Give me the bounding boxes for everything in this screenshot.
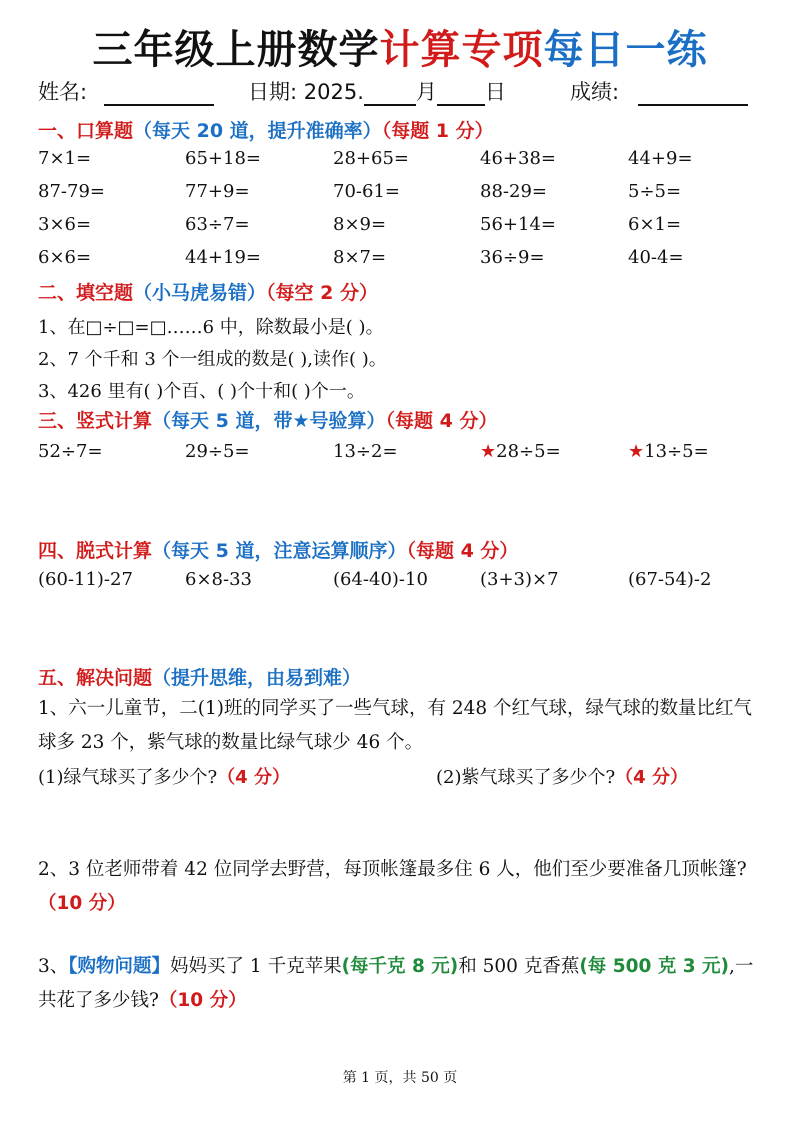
score-label: 成绩:	[570, 80, 620, 104]
problem: 77+9=	[185, 181, 250, 202]
section-4-heading	[38, 536, 518, 563]
section-3-title: 三、竖式计算	[38, 410, 153, 432]
section-2-title: 二、填空题	[38, 282, 134, 304]
problem: 65+18=	[185, 148, 261, 169]
month-blank[interactable]	[364, 84, 416, 106]
problem: 63÷7=	[185, 214, 250, 235]
section-4-title: 四、脱式计算	[38, 540, 153, 562]
problem: 13÷2=	[333, 441, 398, 462]
section-1-title: 一、口算题	[38, 120, 134, 142]
problem: 40-4=	[628, 247, 684, 268]
problem: 56+14=	[480, 214, 556, 235]
starred-problem: ★13÷5=	[628, 441, 709, 462]
word-problem-2: 2、3 位老师带着 42 位同学去野营，每顶帐篷最多住 6 人，他们至少要准备几顶帐篷?（10 分）	[38, 859, 747, 914]
section-3-subtitle: （每天 5 道，带★号验算）	[152, 410, 386, 432]
problem: 46+38=	[480, 148, 556, 169]
title-part-2: 计算专项	[379, 26, 544, 73]
word-problem-1-part-1: (1)绿气球买了多少个?（4 分）	[38, 767, 290, 788]
fill-blank-question-1: 1、在□÷□=□……6 中，除数最小是( )。	[38, 317, 384, 338]
star-icon: ★	[480, 441, 497, 462]
problem: (3+3)×7	[480, 569, 559, 590]
problem: 6×8-33	[185, 569, 252, 590]
section-1-heading	[38, 116, 494, 143]
problem: 70-61=	[333, 181, 400, 202]
section-2-subtitle: （小马虎易错）	[133, 282, 267, 304]
word-problem-1: 1、六一儿童节，二(1)班的同学买了一些气球，有 248 个红气球，绿气球的数量比红气球多 23 个，紫气球的数量比绿气球少 46 个。	[38, 698, 753, 753]
month-label: 月	[415, 80, 437, 104]
problem: 44+9=	[628, 148, 693, 169]
word-problem-3: 3、【购物问题】妈妈买了 1 千克苹果(每千克 8 元)和 500 克香蕉(每 500 克 3 元),一共花了多少钱?（10 分）	[38, 956, 754, 1011]
problem: 88-29=	[480, 181, 547, 202]
score-field[interactable]	[570, 76, 748, 106]
score-blank[interactable]	[638, 84, 748, 106]
name-blank[interactable]	[104, 84, 214, 106]
section-2-heading	[38, 278, 378, 305]
section-5-heading	[38, 663, 361, 690]
name-label: 姓名:	[38, 80, 88, 104]
section-5-subtitle: （提升思维，由易到难）	[152, 667, 362, 689]
problem: (67-54)-2	[628, 569, 712, 590]
vertical-calc-row	[38, 441, 778, 469]
part-2-score: （4 分）	[615, 767, 688, 788]
section-4-score: （每题 4 分）	[406, 540, 519, 562]
section-1-subtitle: （每天 20 道，提升准确率）	[133, 120, 382, 142]
section-3-score: （每题 4 分）	[385, 410, 498, 432]
name-field[interactable]	[38, 76, 214, 106]
problem-3-score: （10 分）	[158, 990, 247, 1011]
page-footer: 第 1 页，共 50 页	[342, 1070, 458, 1086]
problem: 6×6=	[38, 247, 92, 268]
section-2-score: （每空 2 分）	[266, 282, 378, 304]
part-1-score: （4 分）	[217, 767, 290, 788]
banana-price-note: (每 500 克 3 元)	[579, 956, 730, 977]
problem: 8×9=	[333, 214, 387, 235]
title-part-3: 每日一练	[543, 26, 708, 73]
mental-math-row-1	[38, 148, 778, 176]
title-part-1: 三年级上册数学	[92, 26, 380, 73]
problem: 52÷7=	[38, 441, 103, 462]
problem: 3×6=	[38, 214, 92, 235]
starred-problem: ★28÷5=	[480, 441, 561, 462]
day-blank[interactable]	[437, 84, 485, 106]
fill-blank-question-3: 3、426 里有( )个百、( )个十和( )个一。	[38, 381, 365, 402]
problem: 5÷5=	[628, 181, 682, 202]
word-problem-1-part-2: (2)紫气球买了多少个?（4 分）	[436, 767, 688, 788]
problem: 36÷9=	[480, 247, 545, 268]
problem-2-score: （10 分）	[38, 893, 126, 914]
fill-blank-question-2: 2、7 个千和 3 个一组成的数是( ),读作( )。	[38, 349, 387, 370]
day-label: 日	[484, 80, 506, 104]
shopping-tag: 【购物问题】	[68, 956, 171, 977]
section-1-score: （每题 1 分）	[381, 120, 494, 142]
info-line	[38, 76, 762, 108]
problem: (60-11)-27	[38, 569, 133, 590]
problem: 6×1=	[628, 214, 682, 235]
section-5-title: 五、解决问题	[38, 667, 153, 689]
step-calc-row	[38, 569, 778, 597]
problem: 29÷5=	[185, 441, 250, 462]
section-3-heading	[38, 406, 497, 433]
problem: (64-40)-10	[333, 569, 428, 590]
problem: 8×7=	[333, 247, 387, 268]
date-field[interactable]	[248, 76, 506, 106]
apple-price-note: (每千克 8 元)	[341, 956, 459, 977]
problem: 44+19=	[185, 247, 261, 268]
problem: 87-79=	[38, 181, 105, 202]
mental-math-row-4	[38, 247, 778, 275]
date-label: 日期: 2025.	[248, 80, 364, 104]
problem: 28+65=	[333, 148, 409, 169]
section-4-subtitle: （每天 5 道，注意运算顺序）	[152, 540, 407, 562]
mental-math-row-3	[38, 214, 778, 242]
problem: 7×1=	[38, 148, 92, 169]
star-icon: ★	[628, 441, 645, 462]
page-title	[0, 18, 800, 75]
mental-math-row-2	[38, 181, 778, 209]
